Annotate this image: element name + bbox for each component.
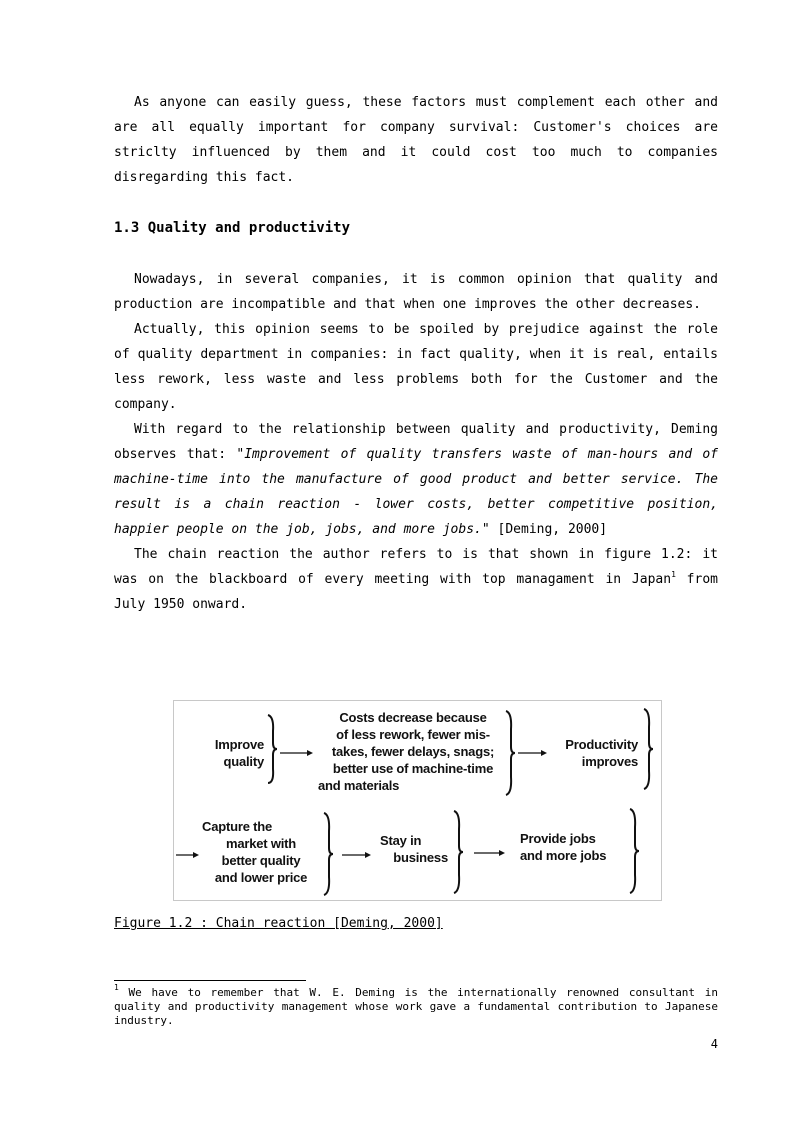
paragraph-chain-reaction	[114, 542, 718, 617]
footnote	[114, 983, 718, 1028]
figure-text-line: Capture the	[202, 819, 273, 834]
deming-quote: "Improvement of quality transfers waste of man-hours and of machine-time into the manufacture of good product and better service. The result is a chain reaction - lower costs, better competitive position, happier people on the job, jobs, and more jobs."	[114, 447, 718, 537]
figure-text-line: Costs decrease because	[339, 710, 487, 725]
footnote-reference: 1	[671, 569, 676, 579]
figure-box-provide-jobs	[520, 830, 630, 864]
brace-right-1	[266, 713, 278, 785]
arrow-5	[474, 849, 506, 857]
figure-text-line: and materials	[318, 778, 400, 793]
chain-reaction-figure	[173, 700, 662, 901]
body-text	[114, 267, 718, 617]
chain-text-before: The chain reaction the author refers to is that shown in figure 1.2: it was on the blackboard of every meeting with top managament in Japan	[114, 547, 718, 587]
figure-caption: Figure 1.2 : Chain reaction [Deming, 2000]	[114, 916, 443, 931]
figure-box-improve-quality	[204, 736, 264, 770]
figure-box-costs-decrease	[318, 709, 508, 794]
arrow-1	[280, 749, 314, 757]
paragraph-common-opinion: Nowadays, in several companies, it is common opinion that quality and production are incompatible and that when one improves the other decreases.	[114, 272, 718, 312]
chain-text-after: from July 1950 onward.	[114, 572, 718, 612]
figure-text-line: quality	[223, 754, 264, 769]
figure-text-line: and more jobs	[520, 848, 607, 863]
figure-box-productivity	[552, 736, 638, 770]
brace-right-6	[628, 807, 640, 895]
figure-text-line: business	[393, 850, 448, 865]
paragraph-deming-quote	[114, 417, 718, 542]
brace-right-4	[322, 811, 334, 897]
figure-text-line: Stay in	[380, 833, 422, 848]
paragraph-intro-block	[114, 90, 718, 190]
brace-right-5	[452, 809, 464, 895]
page-number: 4	[710, 1037, 718, 1051]
paragraph-factors: As anyone can easily guess, these factors must complement each other and are all equally important for company survival: Customer's choices are striclty influenced by them and it could cost too much to companies disregarding this fact.	[114, 95, 718, 185]
figure-text-line: Improve	[214, 737, 264, 752]
figure-text-line: of less rework, fewer mis-	[336, 727, 490, 742]
figure-text-line: better quality	[221, 853, 301, 868]
figure-box-capture-market	[200, 818, 322, 886]
figure-text-line: and lower price	[214, 870, 308, 885]
footnote-text: We have to remember that W. E. Deming is the internationally renowned consultant in quality and productivity management whose work gave a fundamental contribution to Japanese industry.	[114, 986, 718, 1027]
brace-right-3	[642, 707, 654, 791]
paragraph-prejudice: Actually, this opinion seems to be spoiled by prejudice against the role of quality department in companies: in fact quality, when it is real, entails less rework, less waste and less problems both for the Customer and the company.	[114, 322, 718, 412]
quote-lead: With regard to the relationship between quality and productivity, Deming observes that:	[114, 422, 718, 462]
figure-text-line: Provide jobs	[520, 831, 596, 846]
quote-citation: [Deming, 2000]	[489, 522, 608, 537]
arrow-4	[342, 851, 372, 859]
figure-text-line: market with	[225, 836, 297, 851]
figure-text-line: takes, fewer delays, snags;	[331, 744, 495, 759]
figure-text-line: better use of machine-time	[332, 761, 494, 776]
figure-text-line: improves	[581, 754, 638, 769]
arrow-3	[176, 851, 200, 859]
figure-box-stay-in-business	[376, 832, 448, 866]
footnote-separator	[114, 980, 306, 981]
section-heading: 1.3 Quality and productivity	[114, 220, 351, 236]
footnote-marker: 1	[114, 983, 119, 993]
arrow-2	[518, 749, 548, 757]
brace-right-2	[504, 709, 516, 797]
figure-text-line: Productivity	[565, 737, 638, 752]
